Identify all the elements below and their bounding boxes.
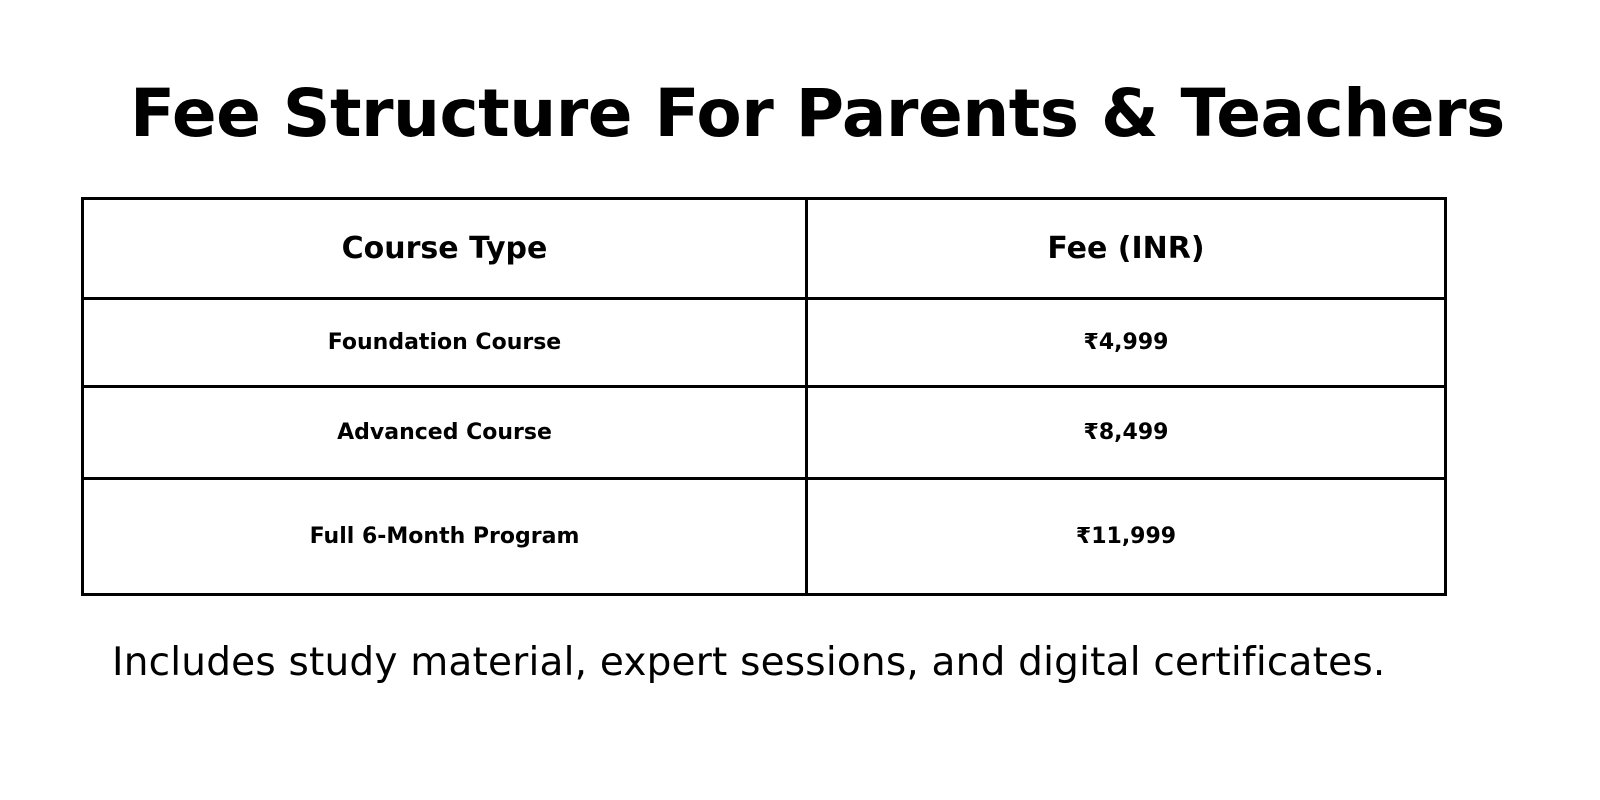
course-type-cell: Full 6-Month Program — [83, 479, 807, 595]
table-row — [83, 479, 1446, 595]
footnote: Includes study material, expert sessions, and digital certificates. — [112, 640, 1386, 685]
column-header-fee: Fee (INR) — [807, 199, 1446, 299]
column-header-course-type: Course Type — [83, 199, 807, 299]
fee-table — [81, 197, 1447, 596]
table-header-row — [83, 199, 1446, 299]
fee-cell: ₹8,499 — [807, 387, 1446, 479]
fee-cell: ₹11,999 — [807, 479, 1446, 595]
page-title: Fee Structure For Parents & Teachers — [130, 75, 1505, 152]
table-row — [83, 387, 1446, 479]
course-type-cell: Advanced Course — [83, 387, 807, 479]
table-row — [83, 299, 1446, 387]
fee-cell: ₹4,999 — [807, 299, 1446, 387]
course-type-cell: Foundation Course — [83, 299, 807, 387]
